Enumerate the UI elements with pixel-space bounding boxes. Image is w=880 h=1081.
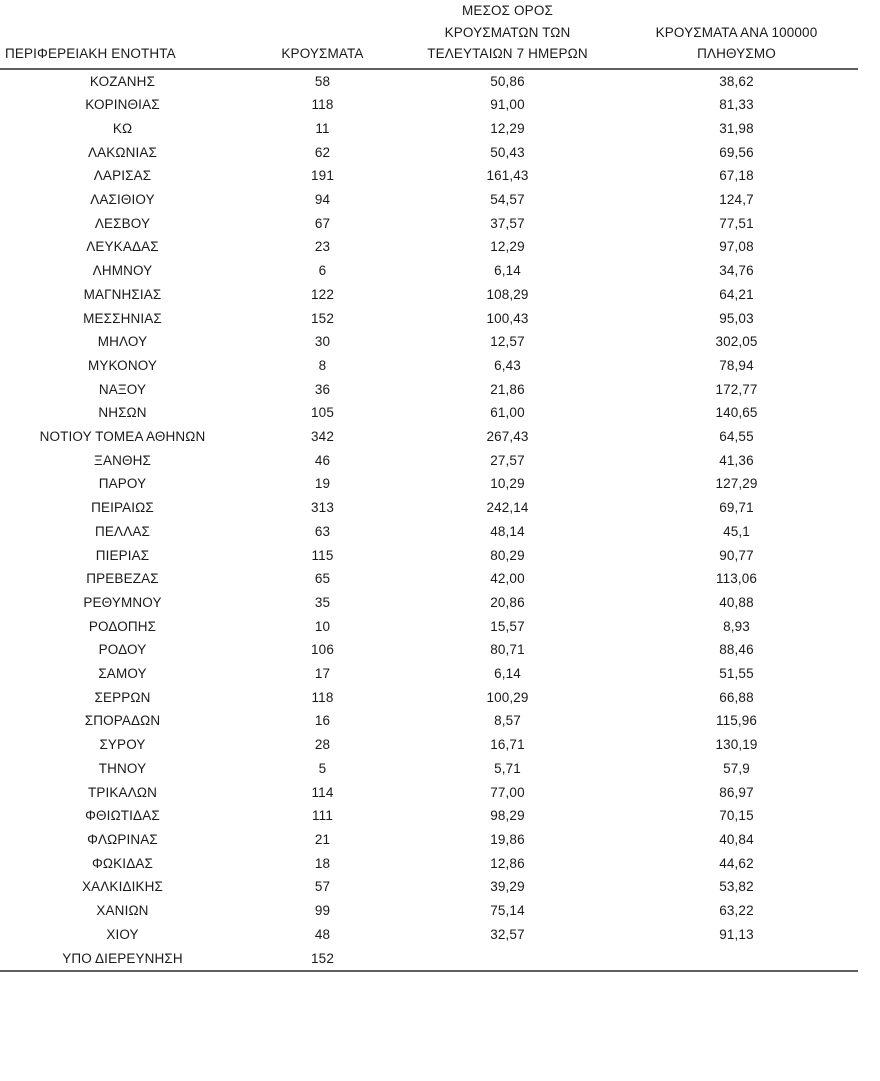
cell-region: ΠΑΡΟΥ: [98, 476, 147, 492]
cell-region: ΦΩΚΙΔΑΣ: [92, 855, 153, 871]
table-row: [0, 804, 858, 828]
table-row: [0, 686, 858, 710]
cell-cases: 94: [314, 192, 331, 208]
cell-cases: 65: [314, 571, 331, 587]
cell-region: ΧΑΛΚΙΔΙΚΗΣ: [82, 879, 163, 895]
table-row: [0, 544, 858, 568]
cell-cases: 6: [318, 263, 327, 279]
table-row: [0, 307, 858, 331]
cell-cases-per-100000: 8,93: [723, 618, 750, 634]
cell-cases: 23: [314, 239, 331, 255]
cell-cases-per-100000: 64,21: [719, 286, 754, 302]
cell-cases: 99: [314, 903, 331, 919]
cell-region: ΡΟΔΟΠΗΣ: [88, 618, 157, 634]
cell-cases-per-100000: [615, 947, 858, 972]
table-row: [0, 757, 858, 781]
cell-cases: 342: [311, 429, 334, 445]
cell-cases-per-100000: 45,1: [723, 523, 750, 539]
cell-region: ΚΩ: [112, 120, 133, 136]
table-row: [0, 638, 858, 662]
cell-region: ΛΑΚΩΝΙΑΣ: [87, 144, 158, 160]
table-row: [0, 188, 858, 212]
cell-cases: 8: [318, 357, 327, 373]
cell-cases: 105: [311, 405, 334, 421]
cell-cases-per-100000: 69,56: [719, 144, 754, 160]
cell-cases: 28: [314, 737, 331, 753]
cell-cases: 46: [314, 452, 331, 468]
cell-cases-per-100000: 113,06: [715, 571, 758, 587]
cell-avg-7-days: 61,00: [490, 405, 525, 421]
table-row: [0, 259, 858, 283]
cell-avg-7-days: 6,43: [494, 357, 521, 373]
table-row: [0, 947, 858, 972]
table-row: [0, 615, 858, 639]
cell-region: ΤΗΝΟΥ: [98, 760, 147, 776]
cell-region: ΛΗΜΝΟΥ: [92, 263, 153, 279]
cell-cases-per-100000: 127,29: [715, 476, 758, 492]
column-header-cases-per-100000-line-1: ΚΡΟΥΣΜΑΤΑ ΑΝΑ 100000: [655, 24, 818, 40]
cell-region: ΞΑΝΘΗΣ: [94, 452, 151, 468]
cell-avg-7-days: 8,57: [494, 713, 521, 729]
cell-region: ΛΑΡΙΣΑΣ: [93, 168, 152, 184]
table-row: [0, 425, 858, 449]
cell-avg-7-days: 91,00: [490, 97, 525, 113]
cell-region: ΝΟΤΙΟΥ ΤΟΜΕΑ ΑΘΗΝΩΝ: [39, 429, 206, 445]
cell-avg-7-days: [400, 947, 615, 972]
table-row: [0, 401, 858, 425]
column-header-avg-7-days-line-1: ΜΕΣΟΣ ΟΡΟΣ: [462, 3, 553, 18]
cell-cases: 118: [311, 97, 334, 113]
table-row: [0, 567, 858, 591]
column-header-region-line-1: ΠΕΡΙΦΕΡΕΙΑΚΗ ΕΝΟΤΗΤΑ: [5, 46, 176, 61]
cell-cases: 313: [311, 500, 334, 516]
cell-avg-7-days: 108,29: [486, 286, 529, 302]
cell-cases-per-100000: 53,82: [719, 879, 754, 895]
cell-avg-7-days: 27,57: [490, 452, 525, 468]
cell-avg-7-days: 12,57: [490, 334, 525, 350]
cell-cases: 62: [314, 144, 331, 160]
cell-region: ΡΕΘΥΜΝΟΥ: [83, 594, 162, 610]
cell-avg-7-days: 20,86: [490, 594, 525, 610]
cell-avg-7-days: 75,14: [490, 903, 525, 919]
cell-cases: 122: [311, 286, 334, 302]
table-row: [0, 354, 858, 378]
table-row: [0, 472, 858, 496]
cell-region: ΤΡΙΚΑΛΩΝ: [88, 784, 157, 800]
cell-avg-7-days: 77,00: [490, 784, 525, 800]
cell-region: ΠΙΕΡΙΑΣ: [95, 547, 150, 563]
cell-region: ΠΕΙΡΑΙΩΣ: [91, 500, 154, 516]
cell-avg-7-days: 50,43: [490, 144, 525, 160]
cell-cases-per-100000: 81,33: [719, 97, 754, 113]
cell-cases-per-100000: 51,55: [719, 666, 754, 682]
cell-cases: 57: [314, 879, 331, 895]
cell-region: ΜΗΛΟΥ: [97, 334, 148, 350]
cell-cases-per-100000: 38,62: [719, 73, 754, 89]
table-row: [0, 591, 858, 615]
cell-avg-7-days: 37,57: [490, 215, 525, 231]
cell-region: ΜΥΚΟΝΟΥ: [87, 357, 158, 373]
cell-cases-per-100000: 57,9: [723, 760, 750, 776]
table-row: [0, 93, 858, 117]
cell-cases: 16: [314, 713, 331, 729]
cell-avg-7-days: 267,43: [486, 429, 529, 445]
cell-cases: 36: [314, 381, 331, 397]
table-row: [0, 899, 858, 923]
cell-cases-per-100000: 44,62: [719, 855, 754, 871]
table-body: [0, 69, 858, 972]
cell-cases-per-100000: 66,88: [719, 689, 754, 705]
column-header-cases-line-1: ΚΡΟΥΣΜΑΤΑ: [281, 46, 364, 61]
table-row: [0, 923, 858, 947]
cell-cases-per-100000: 67,18: [719, 168, 754, 184]
table-row: [0, 141, 858, 165]
column-header-region: [0, 0, 245, 69]
cell-region: ΛΑΣΙΘΙΟΥ: [90, 192, 155, 208]
table-row: [0, 662, 858, 686]
cell-avg-7-days: 100,29: [486, 689, 529, 705]
cell-avg-7-days: 21,86: [490, 381, 525, 397]
cell-avg-7-days: 12,86: [490, 855, 525, 871]
cell-cases-per-100000: 172,77: [715, 381, 758, 397]
cell-region: ΚΟΡΙΝΘΙΑΣ: [85, 97, 160, 113]
cell-cases: 19: [314, 476, 331, 492]
column-header-cases-per-100000-line-2: ΠΛΗΘΥΣΜΟ: [697, 46, 776, 61]
cell-cases-per-100000: 86,97: [719, 784, 754, 800]
table-row: [0, 733, 858, 757]
cell-avg-7-days: 32,57: [490, 926, 525, 942]
cell-region: ΣΕΡΡΩΝ: [94, 689, 151, 705]
table-row: [0, 449, 858, 473]
cell-cases: 191: [311, 168, 334, 184]
cell-avg-7-days: 39,29: [490, 879, 525, 895]
cell-region: ΛΕΣΒΟΥ: [94, 215, 151, 231]
cell-region: ΜΑΓΝΗΣΙΑΣ: [83, 286, 162, 302]
cell-cases: 152: [311, 310, 334, 326]
cell-avg-7-days: 100,43: [486, 310, 529, 326]
cell-cases: 58: [314, 73, 331, 89]
cell-region: ΜΕΣΣΗΝΙΑΣ: [83, 310, 162, 326]
cell-avg-7-days: 6,14: [494, 666, 521, 682]
cell-avg-7-days: 10,29: [490, 476, 525, 492]
cell-cases-per-100000: 40,84: [719, 832, 754, 847]
cell-cases: 152: [245, 947, 400, 972]
cell-cases: 35: [314, 594, 331, 610]
cell-cases-per-100000: 95,03: [719, 310, 754, 326]
cell-cases: 30: [314, 334, 331, 350]
cell-region: ΚΟΖΑΝΗΣ: [89, 73, 156, 89]
cell-cases: 63: [314, 523, 331, 539]
table-row: [0, 212, 858, 236]
cell-region: ΦΘΙΩΤΙΔΑΣ: [85, 808, 160, 824]
cell-cases: 18: [314, 855, 331, 871]
table-row: [0, 828, 858, 852]
table-row: [0, 69, 858, 94]
cell-region: ΝΗΣΩΝ: [98, 405, 147, 421]
column-header-avg-7-days-line-3: ΤΕΛΕΥΤΑΙΩΝ 7 ΗΜΕΡΩΝ: [427, 46, 588, 61]
cell-cases-per-100000: 97,08: [719, 239, 754, 255]
cell-region: ΠΡΕΒΕΖΑΣ: [86, 571, 159, 587]
cell-avg-7-days: 98,29: [490, 808, 525, 824]
cell-cases-per-100000: 41,36: [719, 452, 754, 468]
header-row: [0, 0, 858, 69]
cell-cases-per-100000: 88,46: [719, 642, 754, 658]
cell-avg-7-days: 161,43: [486, 168, 529, 184]
cell-cases: 11: [315, 120, 330, 136]
table-row: [0, 496, 858, 520]
cell-cases-per-100000: 130,19: [715, 737, 758, 753]
cell-cases-per-100000: 302,05: [715, 334, 758, 350]
table-row: [0, 235, 858, 259]
cell-cases: 67: [314, 215, 331, 231]
table-row: [0, 781, 858, 805]
table-header: [0, 0, 858, 69]
cell-cases: 10: [314, 618, 331, 634]
cell-region: ΣΠΟΡΑΔΩΝ: [84, 713, 161, 729]
cell-cases-per-100000: 90,77: [719, 547, 754, 563]
column-header-avg-7-days: [400, 0, 615, 69]
cell-avg-7-days: 12,29: [490, 239, 525, 255]
cell-region: ΧΑΝΙΩΝ: [96, 903, 149, 919]
cell-region: ΠΕΛΛΑΣ: [95, 523, 150, 539]
cell-region: ΣΑΜΟΥ: [98, 666, 147, 682]
cell-cases-per-100000: 140,65: [715, 405, 758, 421]
table-row: [0, 709, 858, 733]
cell-avg-7-days: 15,57: [490, 618, 525, 634]
cell-avg-7-days: 19,86: [490, 832, 525, 847]
cell-cases-per-100000: 63,22: [719, 903, 754, 919]
cell-cases-per-100000: 78,94: [719, 357, 754, 373]
table-row: [0, 378, 858, 402]
cell-avg-7-days: 80,29: [490, 547, 525, 563]
table-row: [0, 520, 858, 544]
cell-avg-7-days: 242,14: [486, 500, 529, 516]
cell-region: ΣΥΡΟΥ: [99, 737, 146, 753]
cell-cases-per-100000: 77,51: [719, 215, 754, 231]
cell-avg-7-days: 5,71: [494, 760, 521, 776]
cell-avg-7-days: 50,86: [490, 73, 525, 89]
cell-avg-7-days: 12,29: [490, 120, 525, 136]
cell-cases-per-100000: 31,98: [719, 120, 754, 136]
table-row: [0, 164, 858, 188]
cell-cases-per-100000: 91,13: [719, 926, 754, 942]
column-header-cases-per-100000: [615, 0, 858, 69]
cell-cases-per-100000: 34,76: [719, 263, 754, 279]
cell-region: ΛΕΥΚΑΔΑΣ: [86, 239, 159, 255]
cell-avg-7-days: 48,14: [490, 523, 525, 539]
cell-cases: 115: [311, 547, 334, 563]
cell-region: ΥΠΟ ΔΙΕΡΕΥΝΗΣΗ: [0, 947, 245, 972]
cell-cases: 106: [311, 642, 334, 658]
column-header-avg-7-days-line-2: ΚΡΟΥΣΜΑΤΩΝ ΤΩΝ: [444, 24, 571, 40]
cell-cases-per-100000: 70,15: [719, 808, 754, 824]
cell-cases: 21: [314, 832, 331, 847]
cell-region: ΧΙΟΥ: [106, 926, 139, 942]
cell-cases: 48: [314, 926, 331, 942]
table-row: [0, 852, 858, 876]
cell-avg-7-days: 80,71: [490, 642, 525, 658]
cell-region: ΝΑΞΟΥ: [98, 381, 147, 397]
table-row: [0, 117, 858, 141]
cell-region: ΦΛΩΡΙΝΑΣ: [87, 832, 158, 847]
cell-cases-per-100000: 69,71: [719, 500, 754, 516]
cell-region: ΡΟΔΟΥ: [98, 642, 147, 658]
column-header-cases: [245, 0, 400, 69]
cell-avg-7-days: 42,00: [490, 571, 525, 587]
table-row: [0, 330, 858, 354]
cell-avg-7-days: 54,57: [490, 192, 525, 208]
cell-cases-per-100000: 40,88: [719, 594, 754, 610]
cell-cases: 5: [318, 760, 327, 776]
table-row: [0, 283, 858, 307]
cell-avg-7-days: 6,14: [494, 263, 521, 279]
cell-cases: 114: [311, 784, 334, 800]
cell-cases-per-100000: 124,7: [719, 192, 754, 208]
cell-avg-7-days: 16,71: [490, 737, 525, 753]
cell-cases: 111: [312, 808, 333, 824]
cell-cases-per-100000: 64,55: [719, 429, 754, 445]
cell-cases: 118: [311, 689, 334, 705]
cell-cases: 17: [314, 666, 331, 682]
cell-cases-per-100000: 115,96: [715, 713, 758, 729]
table-row: [0, 875, 858, 899]
